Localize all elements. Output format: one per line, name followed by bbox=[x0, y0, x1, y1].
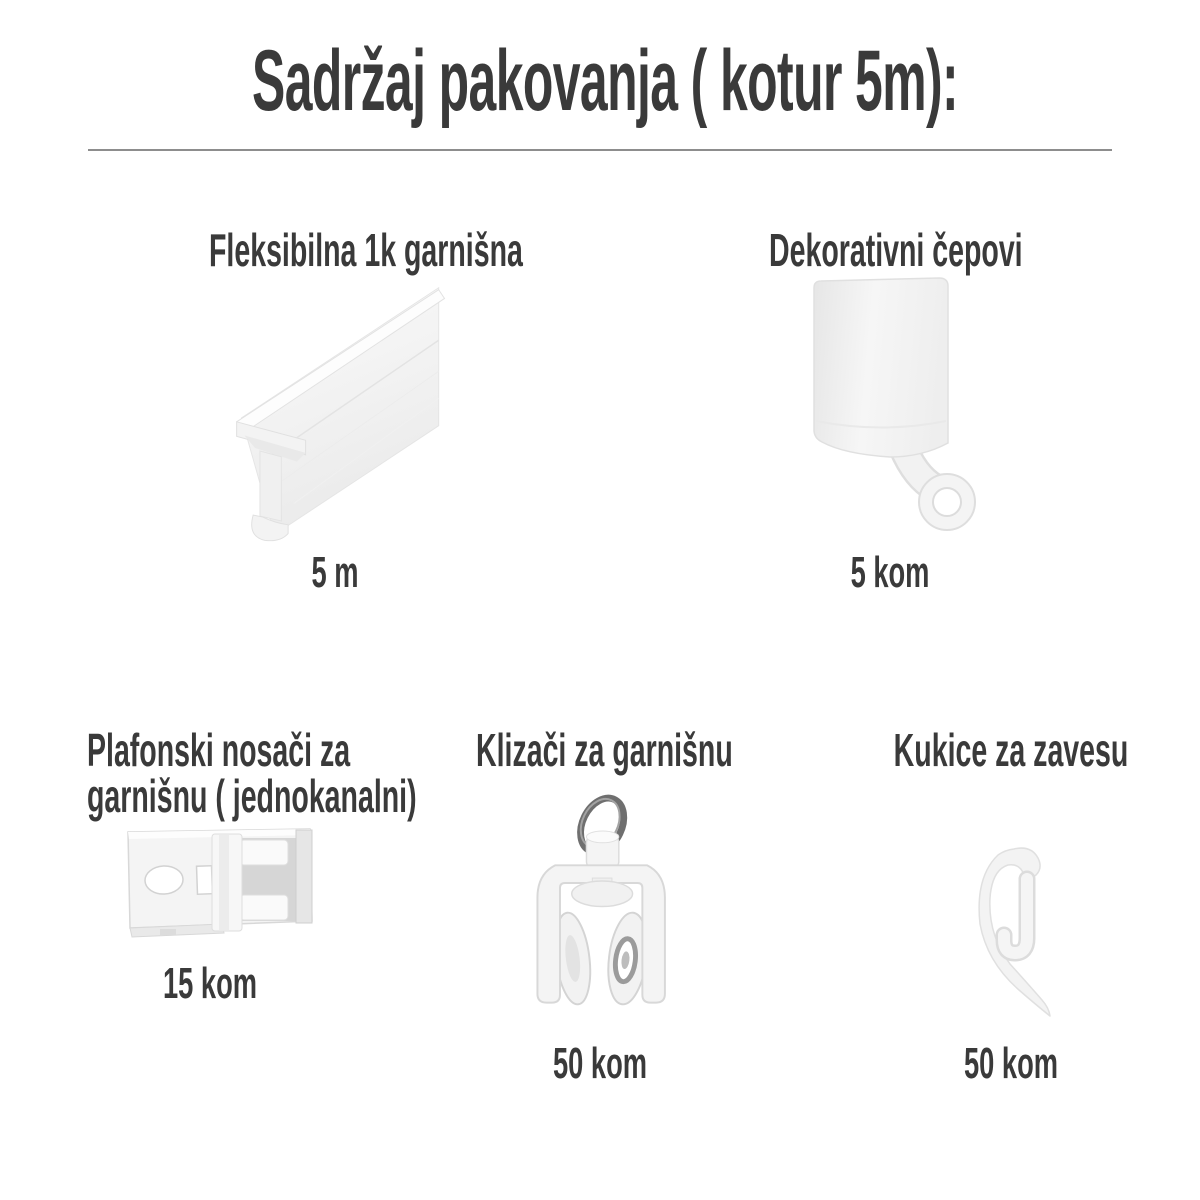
curtain-glider-image bbox=[500, 780, 720, 1035]
item-quantity-ceiling-brackets: 15 kom bbox=[162, 959, 258, 1008]
item-label-decorative-caps: Dekorativni čepovi bbox=[769, 224, 1023, 276]
curtain-rail-profile-image bbox=[200, 280, 520, 552]
item-label-ceiling-brackets: Plafonski nosači za garnišnu ( jednokanalni) bbox=[87, 724, 417, 822]
ceiling-bracket-image bbox=[100, 818, 360, 948]
decorative-end-cap-image bbox=[770, 271, 1050, 551]
item-label-curtain-hooks: Kukice za zavesu bbox=[893, 724, 1129, 776]
item-quantity-flexible-rail: 5 m bbox=[311, 548, 359, 597]
curtain-rail-icon bbox=[200, 280, 520, 552]
curtain-hook-icon bbox=[935, 843, 1085, 1033]
curtain-hook-image bbox=[935, 843, 1085, 1033]
item-quantity-rail-gliders: 50 kom bbox=[552, 1039, 648, 1088]
item-label-flexible-rail: Fleksibilna 1k garnišna bbox=[209, 224, 523, 276]
curtain-glider-icon bbox=[500, 780, 720, 1035]
page-title: Sadržaj pakovanja ( kotur 5m): bbox=[252, 33, 959, 129]
item-label-rail-gliders: Klizači za garnišnu bbox=[476, 724, 733, 776]
ceiling-bracket-icon bbox=[100, 818, 360, 948]
item-quantity-decorative-caps: 5 kom bbox=[850, 548, 930, 597]
end-cap-icon bbox=[770, 271, 1050, 551]
item-quantity-curtain-hooks: 50 kom bbox=[963, 1039, 1059, 1088]
title-divider bbox=[88, 149, 1112, 151]
